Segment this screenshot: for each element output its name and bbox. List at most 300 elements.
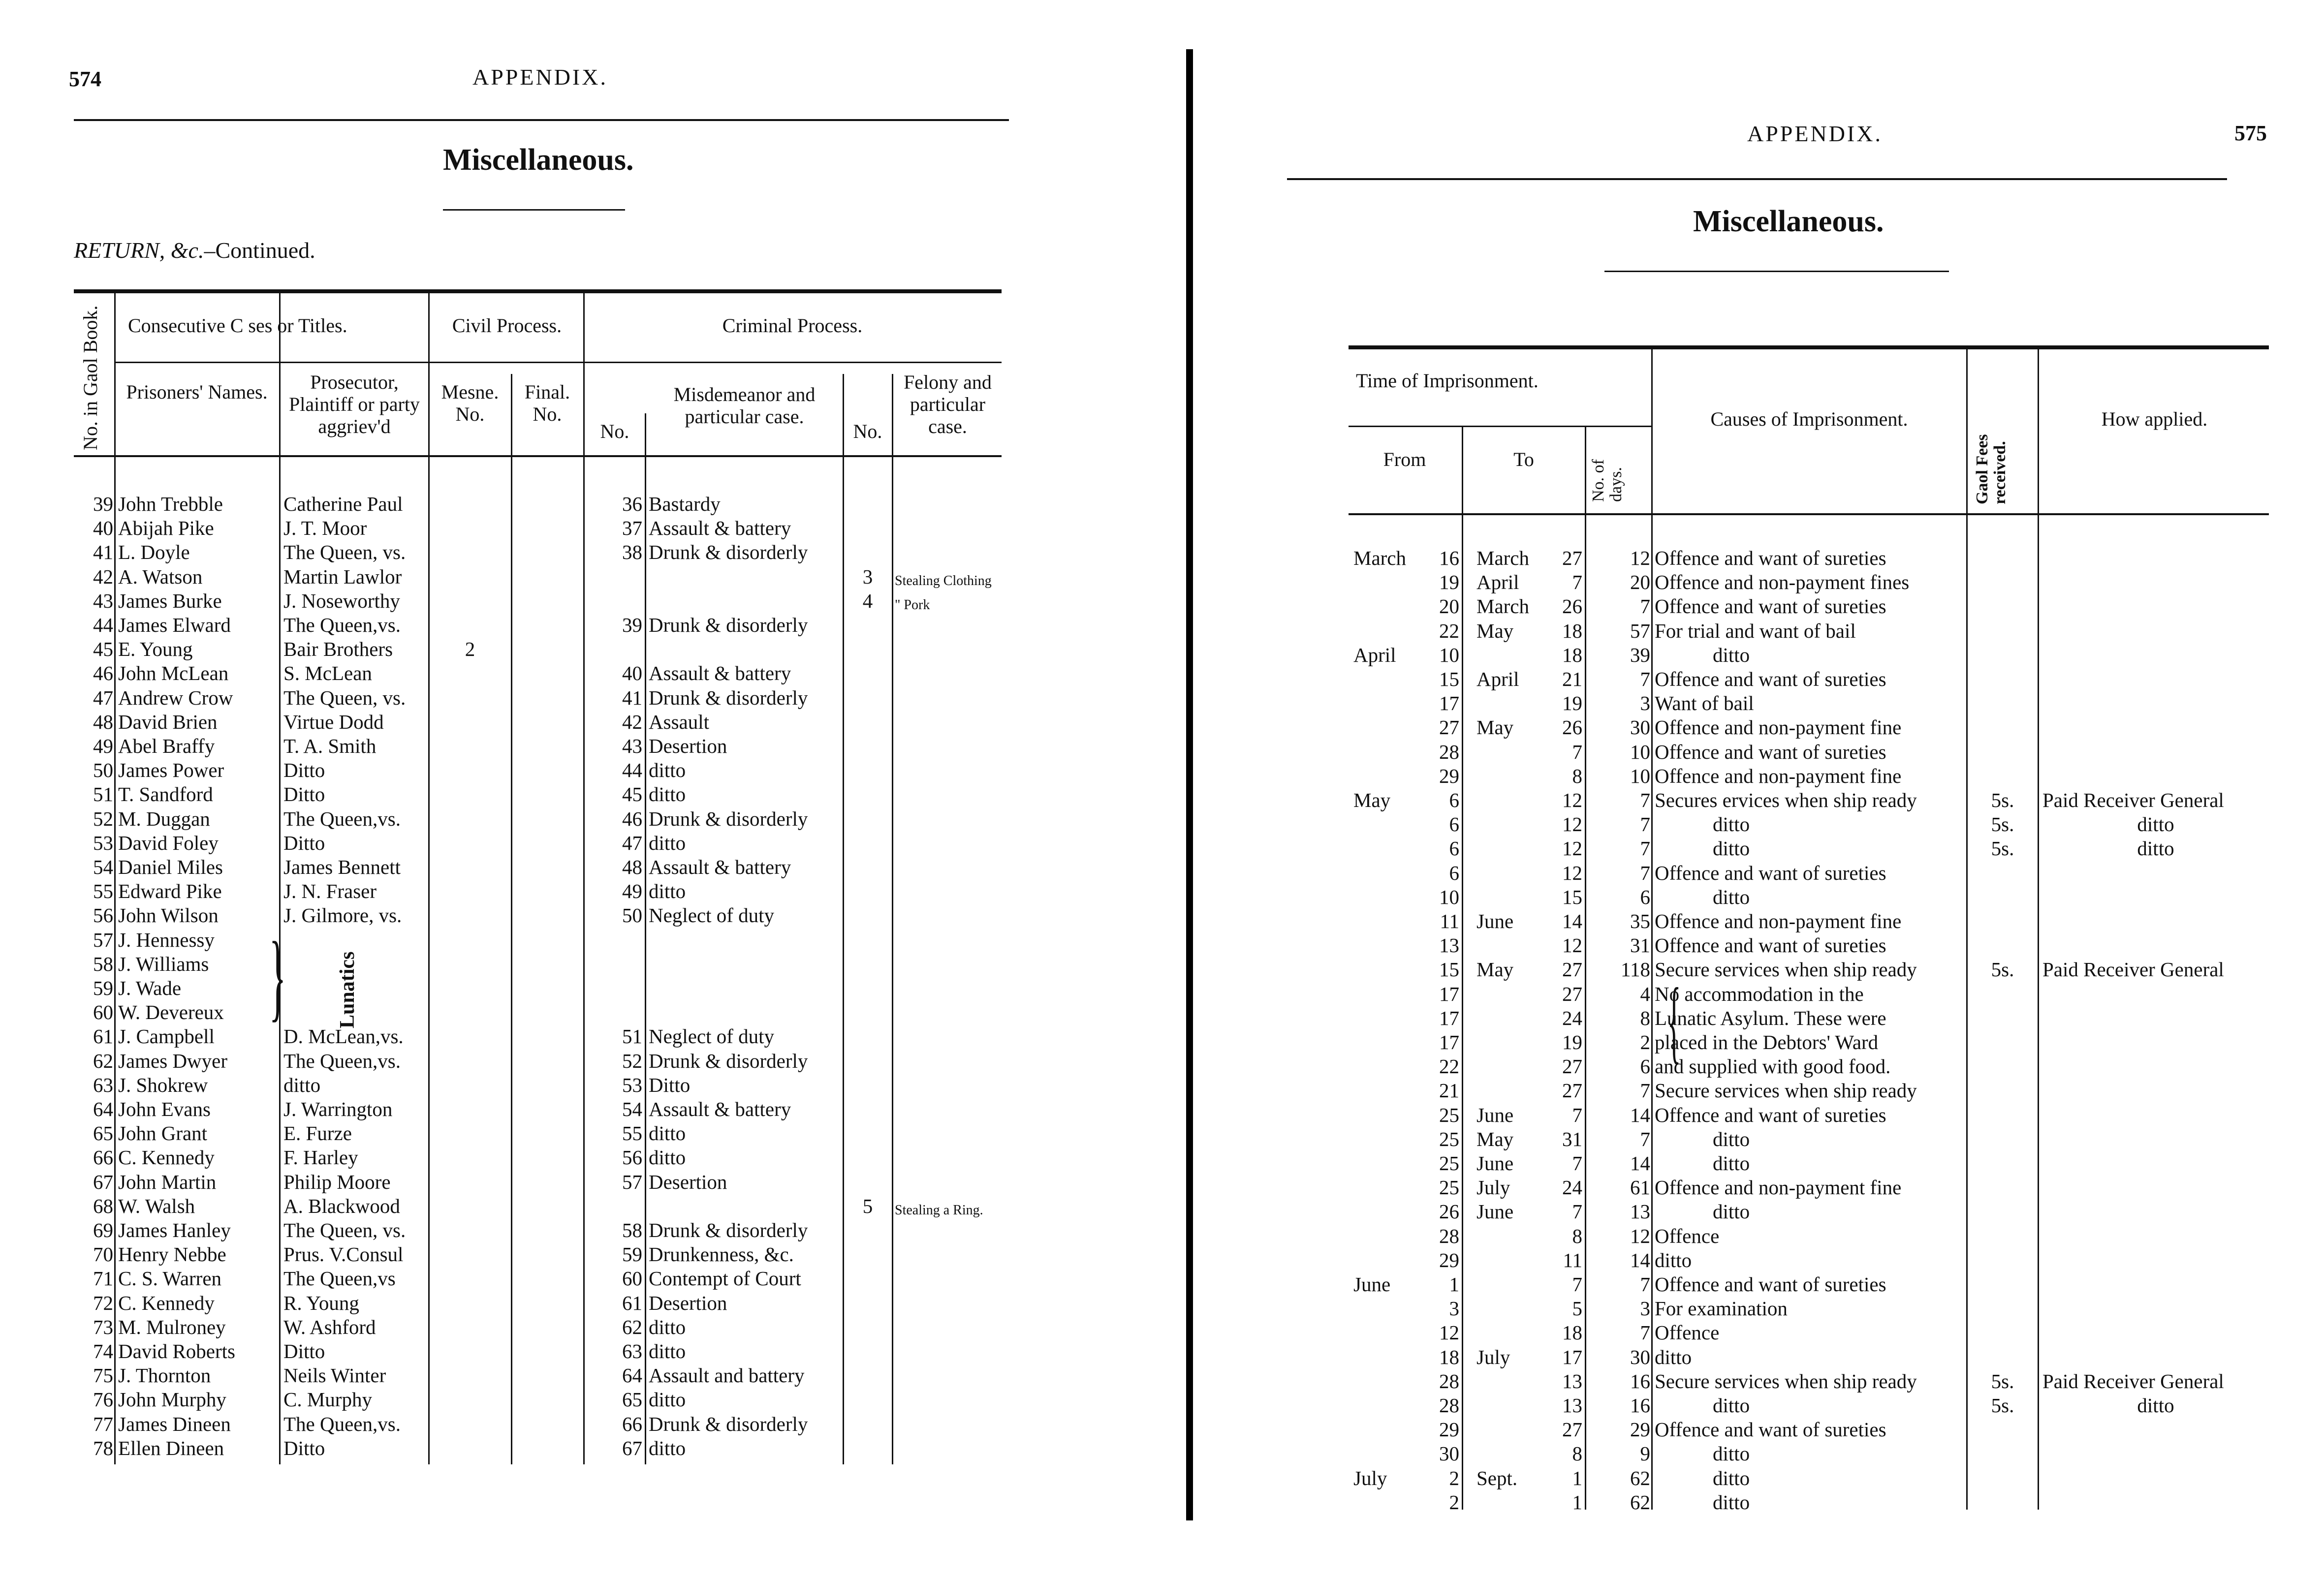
days-count: 118 (1621, 958, 1650, 981)
cause-of-imprisonment: Offence and non-payment fine (1655, 910, 1902, 932)
to-day: 24 (1562, 1176, 1582, 1199)
from-day: 28 (1439, 1370, 1459, 1393)
prosecutor-name: T. A. Smith (283, 735, 377, 757)
misdemeanor-case: ditto (649, 1388, 686, 1411)
to-month: Sept. (1476, 1467, 1518, 1489)
prisoner-name: David Brien (118, 711, 218, 733)
criminal-number: 44 (622, 759, 642, 781)
criminal-number: 39 (622, 614, 642, 636)
prosecutor-name: R. Young (283, 1292, 359, 1314)
from-day: 10 (1439, 644, 1459, 666)
felony-number: 5 (862, 1195, 873, 1217)
prosecutor-name: D. McLean,vs. (283, 1025, 404, 1048)
from-day: 29 (1439, 1249, 1459, 1271)
criminal-number: 52 (622, 1050, 642, 1072)
misdemeanor-case: Assault & battery (649, 662, 791, 684)
page-title: Miscellaneous. (443, 143, 634, 177)
misdemeanor-case: ditto (649, 1146, 686, 1169)
col-divider (114, 293, 116, 1464)
days-count: 57 (1630, 619, 1650, 642)
to-day: 18 (1562, 1321, 1582, 1344)
prisoner-name: W. Devereux (118, 1001, 224, 1023)
days-count: 14 (1630, 1152, 1650, 1175)
misdemeanor-case: Drunk & disorderly (649, 807, 808, 830)
to-day: 18 (1562, 644, 1582, 666)
prisoner-name: J. Hennessy (118, 929, 215, 951)
from-month: March (1353, 547, 1407, 569)
days-count: 62 (1630, 1491, 1650, 1514)
prosecutor-name: The Queen,vs. (283, 807, 401, 830)
prisoner-name: James Dwyer (118, 1050, 228, 1072)
table-top-rule (1349, 345, 2269, 349)
prisoner-name: Daniel Miles (118, 856, 223, 878)
prosecutor-name: Ditto (283, 759, 325, 781)
running-header: APPENDIX. (1747, 121, 1883, 146)
felony-case: Stealing a Ring. (895, 1203, 983, 1218)
cause-of-imprisonment: ditto (1713, 1128, 1750, 1150)
title-rule (443, 209, 625, 211)
from-month: May (1353, 789, 1391, 811)
gaol-book-number: 78 (93, 1437, 113, 1459)
cause-of-imprisonment: Offence and want of sureties (1655, 862, 1886, 884)
criminal-number: 66 (622, 1413, 642, 1435)
gaol-book-number: 53 (93, 832, 113, 854)
criminal-number: 48 (622, 856, 642, 878)
gaol-book-number: 51 (93, 783, 113, 805)
gaol-book-number: 61 (93, 1025, 113, 1048)
cause-of-imprisonment: Secure services when ship ready (1655, 958, 1917, 981)
cause-of-imprisonment: No accommodation in the (1655, 983, 1864, 1005)
gaol-fee: 5s. (1991, 1394, 2014, 1417)
misdemeanor-case: ditto (649, 759, 686, 781)
from-day: 20 (1439, 595, 1459, 618)
subtitle-rest: –Continued. (204, 238, 315, 263)
to-day: 11 (1563, 1249, 1582, 1271)
days-count: 3 (1640, 1297, 1650, 1320)
to-month: April (1476, 668, 1519, 690)
cause-of-imprisonment: ditto (1713, 837, 1750, 860)
gaol-book-number: 43 (93, 589, 113, 612)
to-day: 31 (1562, 1128, 1582, 1150)
gaol-book-number: 64 (93, 1098, 113, 1120)
prisoner-name: John Grant (118, 1122, 208, 1145)
to-day: 12 (1562, 813, 1582, 836)
cause-of-imprisonment: ditto (1713, 886, 1750, 908)
misdemeanor-case: Drunk & disorderly (649, 1050, 808, 1072)
header-prosecutor: Prosecutor, Plaintiff or party aggriev'd (289, 371, 420, 437)
from-day: 28 (1439, 1394, 1459, 1417)
from-day: 10 (1439, 886, 1459, 908)
criminal-number: 57 (622, 1171, 642, 1193)
days-count: 6 (1640, 886, 1650, 908)
prisoner-name: J. Shokrew (118, 1074, 208, 1096)
cause-of-imprisonment: ditto (1713, 1467, 1750, 1489)
criminal-number: 42 (622, 711, 642, 733)
misdemeanor-case: Drunk & disorderly (649, 541, 808, 563)
from-day: 17 (1439, 692, 1459, 714)
how-applied: Paid Receiver General (2042, 1370, 2224, 1393)
to-day: 18 (1562, 619, 1582, 642)
gaol-book-number: 44 (93, 614, 113, 636)
lunatics-brace: } (269, 922, 286, 1031)
time-subrule (1349, 426, 1651, 427)
to-day: 27 (1562, 1055, 1582, 1078)
prosecutor-name: The Queen, vs. (283, 541, 406, 563)
gaol-fee: 5s. (1991, 958, 2014, 981)
criminal-number: 47 (622, 832, 642, 854)
to-day: 27 (1562, 958, 1582, 981)
gaol-book-number: 59 (93, 977, 113, 999)
to-day: 12 (1562, 837, 1582, 860)
prosecutor-name: J. Warrington (283, 1098, 393, 1120)
to-day: 15 (1562, 886, 1582, 908)
header-time: Time of Imprisonment. (1356, 370, 1539, 392)
asylum-brace: { (1667, 969, 1681, 1073)
misdemeanor-case: Drunkenness, &c. (649, 1243, 794, 1266)
from-day: 13 (1439, 934, 1459, 957)
criminal-number: 45 (622, 783, 642, 805)
days-count: 16 (1630, 1370, 1650, 1393)
cause-of-imprisonment: ditto (1713, 644, 1750, 666)
gaol-book-number: 55 (93, 880, 113, 902)
how-applied: ditto (2137, 837, 2174, 860)
cause-of-imprisonment: For trial and want of bail (1655, 619, 1856, 642)
misdemeanor-case: ditto (649, 832, 686, 854)
from-day: 16 (1439, 547, 1459, 569)
misdemeanor-case: Assault & battery (649, 1098, 791, 1120)
from-day: 17 (1439, 1007, 1459, 1029)
days-count: 29 (1630, 1418, 1650, 1441)
gaol-book-number: 58 (93, 953, 113, 975)
prisoner-name: T. Sandford (118, 783, 213, 805)
prosecutor-name: Ditto (283, 1437, 325, 1459)
misdemeanor-case: ditto (649, 1316, 686, 1338)
days-count: 6 (1640, 1055, 1650, 1078)
prisoner-name: E. Young (118, 638, 193, 660)
prisoner-name: John Martin (118, 1171, 217, 1193)
header-bottom-rule (74, 455, 1002, 457)
misdemeanor-case: Neglect of duty (649, 1025, 775, 1048)
prisoner-name: C. S. Warren (118, 1267, 222, 1290)
cause-of-imprisonment: Offence and want of sureties (1655, 547, 1886, 569)
days-count: 4 (1640, 983, 1650, 1005)
criminal-number: 50 (622, 904, 642, 927)
prosecutor-name: J. Noseworthy (283, 589, 400, 612)
prosecutor-name: ditto (283, 1074, 321, 1096)
prosecutor-name: J. N. Fraser (283, 880, 377, 902)
page-number: 575 (2234, 121, 2267, 145)
header-mesne: Mesne. No. (441, 381, 499, 425)
prosecutor-name: The Queen,vs (283, 1267, 396, 1290)
cause-of-imprisonment: ditto (1713, 1394, 1750, 1417)
misdemeanor-case: Desertion (649, 735, 727, 757)
header-no2: No. (853, 420, 882, 442)
cause-of-imprisonment: Offence and want of sureties (1655, 1273, 1886, 1296)
days-count: 3 (1640, 692, 1650, 714)
days-count: 30 (1630, 1346, 1650, 1368)
to-day: 24 (1562, 1007, 1582, 1029)
from-day: 25 (1439, 1104, 1459, 1126)
to-day: 26 (1562, 716, 1582, 739)
from-day: 6 (1449, 789, 1459, 811)
prisoner-name: Andrew Crow (118, 686, 233, 709)
col-divider (1651, 349, 1653, 1510)
to-month: May (1476, 958, 1514, 981)
misdemeanor-case: Desertion (649, 1171, 727, 1193)
prisoner-name: A. Watson (118, 565, 203, 588)
from-day: 28 (1439, 741, 1459, 763)
misdemeanor-case: ditto (649, 880, 686, 902)
to-month: June (1476, 1200, 1514, 1223)
misdemeanor-case: ditto (649, 1437, 686, 1459)
gaol-book-number: 68 (93, 1195, 113, 1217)
header-criminal: Criminal Process. (722, 314, 863, 337)
prosecutor-name: The Queen,vs. (283, 1050, 401, 1072)
prisoner-name: W. Walsh (118, 1195, 195, 1217)
from-day: 2 (1449, 1491, 1459, 1514)
gaol-book-number: 76 (93, 1388, 113, 1411)
gaol-book-number: 70 (93, 1243, 113, 1266)
to-day: 7 (1572, 1152, 1582, 1175)
gaol-book-number: 40 (93, 517, 113, 539)
col-divider (1585, 427, 1586, 1510)
criminal-number: 65 (622, 1388, 642, 1411)
prisoner-name: David Roberts (118, 1340, 235, 1362)
from-day: 27 (1439, 716, 1459, 739)
misdemeanor-case: Drunk & disorderly (649, 614, 808, 636)
from-day: 26 (1439, 1200, 1459, 1223)
days-count: 7 (1640, 862, 1650, 884)
how-applied: ditto (2137, 813, 2174, 836)
gaol-fee: 5s. (1991, 1370, 2014, 1393)
prisoner-name: John Evans (118, 1098, 211, 1120)
to-day: 13 (1562, 1370, 1582, 1393)
col-divider (645, 413, 646, 1464)
days-count: 31 (1630, 934, 1650, 957)
misdemeanor-case: Assault & battery (649, 856, 791, 878)
from-day: 12 (1439, 1321, 1459, 1344)
from-day: 3 (1449, 1297, 1459, 1320)
to-day: 19 (1562, 692, 1582, 714)
days-count: 7 (1640, 595, 1650, 618)
days-count: 7 (1640, 837, 1650, 860)
to-day: 12 (1562, 789, 1582, 811)
prosecutor-name: J. Gilmore, vs. (283, 904, 402, 927)
gaol-book-number: 62 (93, 1050, 113, 1072)
criminal-number: 55 (622, 1122, 642, 1145)
cause-of-imprisonment: ditto (1713, 1200, 1750, 1223)
to-day: 12 (1562, 934, 1582, 957)
to-month: May (1476, 619, 1514, 642)
prosecutor-name: S. McLean (283, 662, 372, 684)
prisoner-name: J. Campbell (118, 1025, 215, 1048)
col-divider (2038, 349, 2039, 1510)
to-day: 27 (1562, 1418, 1582, 1441)
to-month: March (1476, 547, 1530, 569)
gaol-book-number: 48 (93, 711, 113, 733)
gaol-fee: 5s. (1991, 789, 2014, 811)
prisoner-name: Abel Braffy (118, 735, 215, 757)
from-day: 2 (1449, 1467, 1459, 1489)
prosecutor-name: J. T. Moor (283, 517, 367, 539)
days-count: 39 (1630, 644, 1650, 666)
misdemeanor-case: Assault & battery (649, 517, 791, 539)
prisoner-name: James Power (118, 759, 224, 781)
misdemeanor-case: Drunk & disorderly (649, 1413, 808, 1435)
from-month: April (1353, 644, 1396, 666)
to-day: 8 (1572, 1442, 1582, 1465)
to-month: June (1476, 1152, 1514, 1175)
misdemeanor-case: Drunk & disorderly (649, 1219, 808, 1241)
how-applied: Paid Receiver General (2042, 789, 2224, 811)
gaol-book-number: 57 (93, 929, 113, 951)
cause-of-imprisonment: ditto (1713, 1491, 1750, 1514)
prisoner-name: L. Doyle (118, 541, 190, 563)
cause-of-imprisonment: Want of bail (1655, 692, 1754, 714)
cause-of-imprisonment: Offence and want of sureties (1655, 741, 1886, 763)
criminal-number: 61 (622, 1292, 642, 1314)
days-count: 8 (1640, 1007, 1650, 1029)
page-title: Miscellaneous. (1693, 205, 1884, 238)
to-month: July (1476, 1346, 1510, 1368)
felony-case: " Pork (895, 597, 930, 613)
cause-of-imprisonment: Secure services when ship ready (1655, 1370, 1917, 1393)
days-count: 7 (1640, 1128, 1650, 1150)
gaol-book-number: 72 (93, 1292, 113, 1314)
prosecutor-name: F. Harley (283, 1146, 358, 1169)
col-divider (511, 374, 512, 1464)
misdemeanor-case: ditto (649, 1340, 686, 1362)
header-gaol-book: No. in Gaol Book. (79, 305, 101, 450)
prosecutor-name: W. Ashford (283, 1316, 376, 1338)
prisoner-name: James Elward (118, 614, 231, 636)
mesne-number: 2 (465, 638, 475, 660)
criminal-number: 63 (622, 1340, 642, 1362)
header-consecutive: Consecutive C ses or Titles. (128, 314, 347, 337)
to-day: 8 (1572, 1225, 1582, 1247)
gaol-book-number: 39 (93, 493, 113, 515)
to-day: 7 (1572, 1104, 1582, 1126)
misdemeanor-case: Assault (649, 711, 709, 733)
from-day: 6 (1449, 862, 1459, 884)
criminal-number: 59 (622, 1243, 642, 1266)
header-days: No. of days. (1589, 459, 1625, 502)
col-divider (1966, 349, 1968, 1510)
header-prisoners: Prisoners' Names. (126, 381, 268, 403)
gaol-book-number: 41 (93, 541, 113, 563)
to-day: 27 (1562, 547, 1582, 569)
page-number: 574 (69, 67, 101, 91)
days-count: 7 (1640, 668, 1650, 690)
criminal-number: 60 (622, 1267, 642, 1290)
cause-of-imprisonment: ditto (1655, 1249, 1692, 1271)
to-day: 13 (1562, 1394, 1582, 1417)
gaol-book-number: 77 (93, 1413, 113, 1435)
from-month: July (1353, 1467, 1387, 1489)
days-count: 20 (1630, 571, 1650, 593)
prisoner-name: Edward Pike (118, 880, 222, 902)
cause-of-imprisonment: Offence and want of sureties (1655, 934, 1886, 957)
prisoner-name: John McLean (118, 662, 229, 684)
gaol-book-number: 66 (93, 1146, 113, 1169)
prosecutor-name: Ditto (283, 832, 325, 854)
prisoner-name: John Wilson (118, 904, 219, 927)
header-rule (1287, 178, 2227, 180)
from-day: 19 (1439, 571, 1459, 593)
prisoner-name: James Burke (118, 589, 222, 612)
days-count: 61 (1630, 1176, 1650, 1199)
cause-of-imprisonment: Offence (1655, 1321, 1720, 1344)
days-count: 14 (1630, 1249, 1650, 1271)
misdemeanor-case: Assault and battery (649, 1364, 805, 1387)
from-day: 22 (1439, 619, 1459, 642)
from-day: 22 (1439, 1055, 1459, 1078)
cause-of-imprisonment: Offence and want of sureties (1655, 1104, 1886, 1126)
col-divider (583, 293, 585, 1464)
cause-of-imprisonment: Offence and want of sureties (1655, 595, 1886, 618)
criminal-number: 58 (622, 1219, 642, 1241)
prosecutor-name: The Queen, vs. (283, 686, 406, 709)
to-day: 21 (1562, 668, 1582, 690)
prisoner-name: David Foley (118, 832, 219, 854)
header-civil: Civil Process. (452, 314, 562, 337)
criminal-number: 43 (622, 735, 642, 757)
header-from: From (1383, 448, 1426, 470)
from-day: 28 (1439, 1225, 1459, 1247)
cause-of-imprisonment: placed in the Debtors' Ward (1655, 1031, 1879, 1053)
gaol-book-number: 71 (93, 1267, 113, 1290)
cause-of-imprisonment: For examination (1655, 1297, 1788, 1320)
from-day: 17 (1439, 983, 1459, 1005)
days-count: 7 (1640, 1321, 1650, 1344)
prosecutor-name: The Queen,vs. (283, 1413, 401, 1435)
header-to: To (1513, 448, 1534, 470)
col-divider (1462, 427, 1463, 1510)
criminal-number: 67 (622, 1437, 642, 1459)
header-misdemeanor: Misdemeanor and particular case. (673, 383, 816, 428)
prisoner-name: James Hanley (118, 1219, 231, 1241)
felony-number: 4 (862, 589, 873, 612)
to-day: 8 (1572, 765, 1582, 787)
misdemeanor-case: Ditto (649, 1074, 691, 1096)
criminal-number: 40 (622, 662, 642, 684)
prisoner-name: J. Thornton (118, 1364, 211, 1387)
prosecutor-name: E. Furze (283, 1122, 352, 1145)
prosecutor-name: Catherine Paul (283, 493, 403, 515)
to-day: 17 (1562, 1346, 1582, 1368)
header-mid-rule (114, 362, 1002, 363)
header-felony: Felony and particular case. (904, 371, 992, 437)
days-count: 9 (1640, 1442, 1650, 1465)
prosecutor-name: Philip Moore (283, 1171, 391, 1193)
subtitle-italic: RETURN, &c. (74, 238, 204, 263)
cause-of-imprisonment: Offence and non-payment fine (1655, 765, 1902, 787)
prosecutor-name: James Bennett (283, 856, 401, 878)
criminal-number: 53 (622, 1074, 642, 1096)
criminal-number: 36 (622, 493, 642, 515)
days-count: 30 (1630, 716, 1650, 739)
from-month: June (1353, 1273, 1391, 1296)
prosecutor-name: The Queen, vs. (283, 1219, 406, 1241)
days-count: 7 (1640, 1079, 1650, 1102)
prosecutor-name: Martin Lawlor (283, 565, 402, 588)
to-day: 26 (1562, 595, 1582, 618)
gaol-book-number: 42 (93, 565, 113, 588)
gaol-book-number: 63 (93, 1074, 113, 1096)
cause-of-imprisonment: ditto (1713, 1152, 1750, 1175)
from-day: 21 (1439, 1079, 1459, 1102)
cause-of-imprisonment: Offence and want of sureties (1655, 668, 1886, 690)
